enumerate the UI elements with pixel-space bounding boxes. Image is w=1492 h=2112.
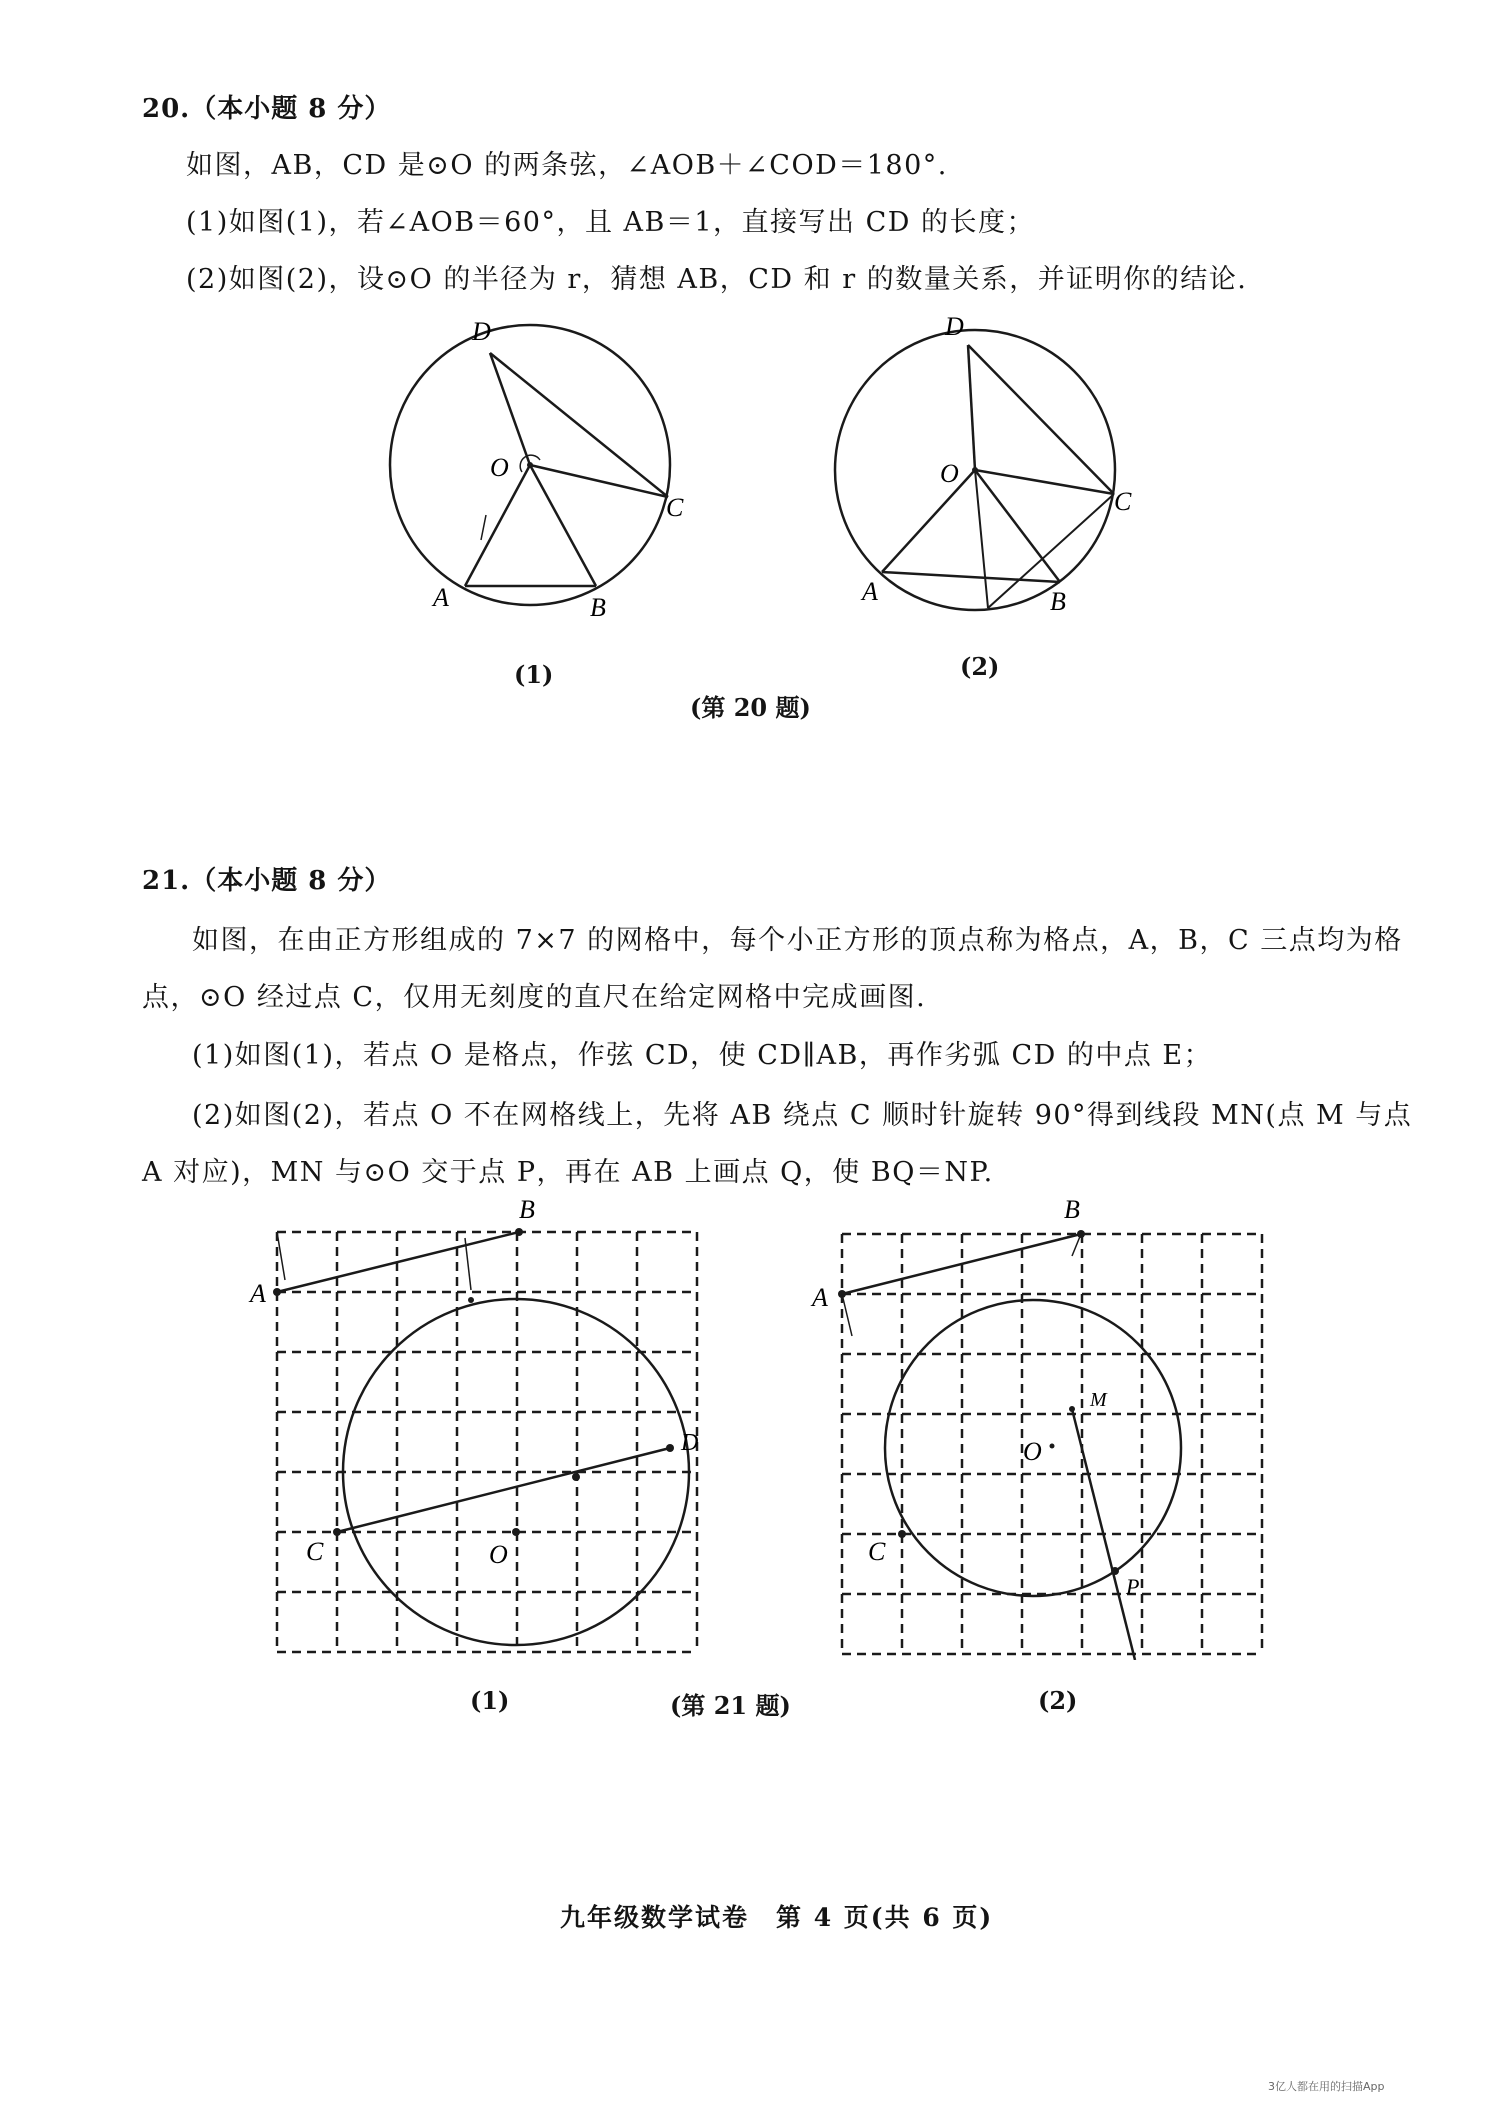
q21-figure-2 <box>810 1190 1280 1660</box>
point-c <box>898 1530 906 1538</box>
pencil-mark <box>481 515 486 540</box>
point-m <box>1069 1406 1075 1412</box>
point-p <box>1111 1567 1119 1575</box>
segment-oa <box>882 470 975 572</box>
label-c: C <box>306 1537 324 1566</box>
point-a <box>273 1288 281 1296</box>
q21-fig1-caption: (1) <box>470 1686 510 1715</box>
center-point <box>972 467 978 473</box>
label-a: A <box>433 583 449 612</box>
q21-part2-line1: (2)如图(2)，若点 O 不在网格线上，先将 AB 绕点 C 顺时针旋转 90°得到线段 MN(点 M 与点 <box>192 1100 1413 1131</box>
label-d: D <box>472 317 491 346</box>
q21-stem-line2: 点，⊙O 经过点 C，仅用无刻度的直尺在给定网格中完成画图. <box>142 982 927 1013</box>
label-c: C <box>1114 487 1132 516</box>
chord-ab <box>882 572 1060 582</box>
segment-ob <box>530 465 596 586</box>
label-b: B <box>519 1195 535 1224</box>
q20-figure-2 <box>810 310 1170 690</box>
label-m: M <box>1090 1389 1107 1411</box>
q20-fig1-caption: (1) <box>514 660 554 689</box>
point-o <box>512 1528 520 1536</box>
label-o: O <box>940 459 959 488</box>
segment-oa <box>465 465 530 586</box>
q21-part2-line2: A 对应)，MN 与⊙O 交于点 P，再在 AB 上画点 Q，使 BQ＝NP. <box>142 1157 994 1188</box>
center-point <box>527 462 533 468</box>
segment-od <box>968 345 975 470</box>
auxiliary-line-1 <box>975 470 988 608</box>
q20-fig2-caption: (2) <box>960 652 1000 681</box>
label-c: C <box>868 1537 886 1566</box>
q20-part1: (1)如图(1)，若∠AOB＝60°，且 AB＝1，直接写出 CD 的长度； <box>186 207 1036 238</box>
point-c <box>333 1528 341 1536</box>
pencil-mark <box>842 1294 852 1336</box>
label-a: A <box>862 577 878 606</box>
point-intersection <box>572 1473 580 1481</box>
point-d <box>666 1444 674 1452</box>
point-mark <box>468 1297 474 1303</box>
scanner-watermark: 3亿人都在用的扫描App <box>1268 2080 1385 2093</box>
q21-header: 21.（本小题 8 分） <box>142 866 392 896</box>
label-o: O <box>489 1540 508 1569</box>
q20-figure-caption: (第 20 题) <box>690 693 811 722</box>
point-b <box>515 1228 523 1236</box>
label-o: O <box>1023 1437 1042 1466</box>
q21-figure-caption: (第 21 题) <box>670 1691 791 1720</box>
q21-fig2-caption: (2) <box>1038 1686 1078 1715</box>
label-p: P <box>1126 1574 1140 1599</box>
label-o: O <box>490 453 509 482</box>
q21-stem-line1: 如图，在由正方形组成的 7×7 的网格中，每个小正方形的顶点称为格点，A，B，C 三点均为格 <box>192 925 1403 956</box>
pencil-mark <box>1072 1234 1081 1256</box>
label-a: A <box>812 1283 828 1312</box>
label-a: A <box>250 1279 266 1308</box>
page-footer: 九年级数学试卷 第 4 页(共 6 页) <box>560 1903 994 1932</box>
grid <box>277 1232 697 1652</box>
label-b: B <box>1064 1195 1080 1224</box>
q20-stem: 如图，AB，CD 是⊙O 的两条弦，∠AOB＋∠COD＝180°. <box>186 150 948 181</box>
q21-figure-1 <box>240 1190 710 1660</box>
label-b: B <box>1050 587 1066 616</box>
chord-cd <box>337 1448 670 1532</box>
label-b: B <box>590 593 606 622</box>
label-d: D <box>945 312 964 341</box>
q20-figure-1 <box>360 310 720 690</box>
q20-part2: (2)如图(2)，设⊙O 的半径为 r，猜想 AB，CD 和 r 的数量关系，并证明你的结论. <box>186 264 1248 295</box>
point-o <box>1050 1444 1055 1449</box>
label-d: D <box>681 1430 699 1456</box>
label-c: C <box>666 493 684 522</box>
q21-part1: (1)如图(1)，若点 O 是格点，作弦 CD，使 CD∥AB，再作劣弧 CD 的中点 E； <box>192 1040 1213 1071</box>
q20-header: 20.（本小题 8 分） <box>142 94 392 124</box>
segment-ob <box>975 470 1060 582</box>
